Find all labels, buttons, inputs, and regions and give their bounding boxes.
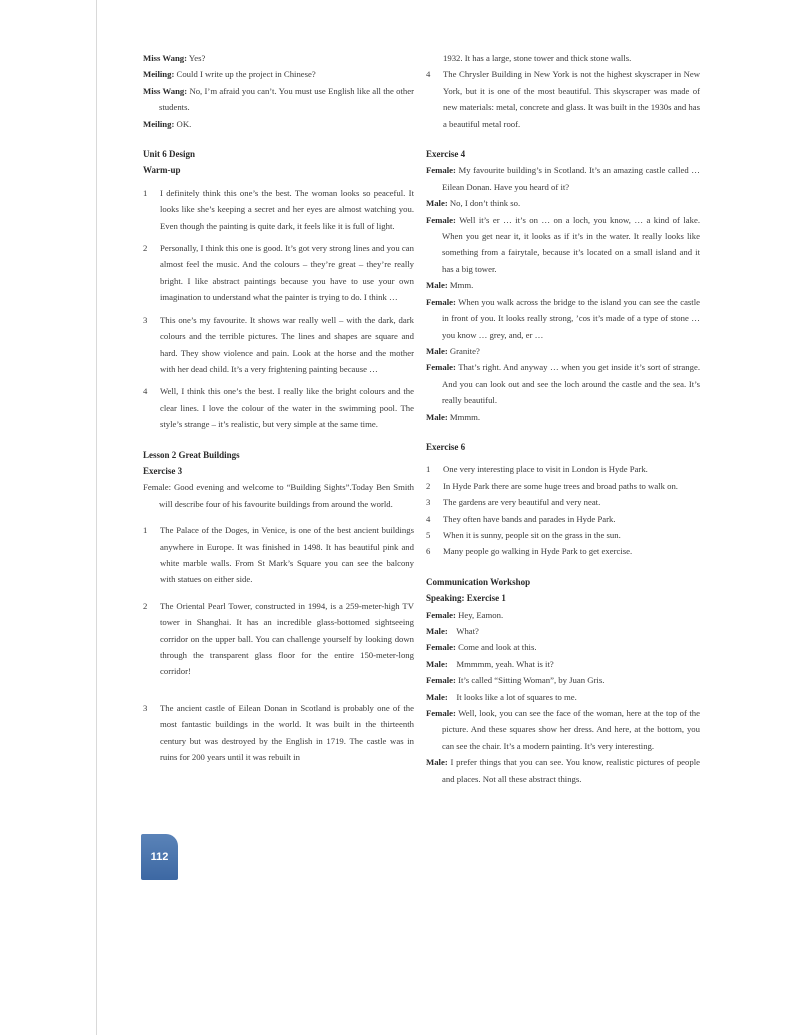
lesson-title: Lesson 2 Great Buildings (143, 449, 240, 460)
dialogue-line (143, 50, 414, 66)
speaker-label: Female: (426, 609, 456, 620)
item-number: 2 (426, 480, 431, 491)
item-number: 5 (426, 529, 431, 540)
dialogue-text: Granite? (447, 345, 480, 356)
item-text: I definitely think this one’s the best. The woman looks so peaceful. It looks like she’s keeping a secret and her eyes are almost watching you. Even though the painting is quite dark, it feels like it is full of light. (160, 187, 414, 231)
dialogue-text: It looks like a lot of squares to me. (447, 691, 577, 702)
list-item (143, 240, 414, 306)
dialogue-text: No, I don’t think so. (447, 198, 521, 209)
item-text: 1932. It has a large, stone tower and thick stone walls. (443, 53, 632, 63)
speaker-label: Female: (426, 362, 456, 373)
speaker-label: Female: (426, 675, 456, 686)
list-item (426, 511, 700, 527)
item-number: 3 (143, 702, 148, 713)
item-text: Personally, I think this one is good. It’s got very strong lines and you can almost feel the music. And the colours – they’re great – they’re really bright. I like abstract paintings because you have to use your own imagination to understand what the painter is trying to do. I think … (160, 243, 414, 303)
item-number: 1 (143, 525, 148, 536)
item-text: The Chrysler Building in New York is not the highest skyscraper in New York, but it is one of the most beautiful. This skyscraper was made of new materials: metal, concrete and glass. It was built in the 1930s and has a beautiful metal roof. (443, 69, 700, 129)
exercise-6-title: Exercise 6 (426, 441, 466, 452)
dialogue-text: Well it’s er … it’s on … on a loch, you know, … a kind of lake. When you get near it, it looks as if it’s in the water. It really looks like something from a fairytale, because it’s located on a small island and it has a big tower. (442, 214, 700, 274)
page-number-tab: 112 (141, 834, 178, 880)
list-item (143, 700, 414, 766)
item-text: This one’s my favourite. It shows war really well – with the dark, dark colours and the terrible pictures. The lines and shapes are square and hard. They show violence and pain. Look at the horse and the mother with her dead child. It’s a very frightening painting because … (160, 314, 414, 374)
dialogue-line (426, 754, 700, 787)
speaker-label: Miss Wang: (143, 53, 188, 63)
dialogue-line (426, 294, 700, 343)
dialogue-text: No, I’m afraid you can’t. You must use English like all the other students. (159, 85, 414, 113)
speaker-label: Male: (426, 658, 448, 669)
list-item (426, 66, 700, 132)
dialogue-line (143, 83, 414, 116)
left-column (143, 50, 414, 765)
item-text: Well, I think this one’s the best. I really like the bright colours and the clear lines. I love the colour of the water in the swimming pool. The style’s strange – it’s realistic, but very simple at the same time. (160, 386, 414, 430)
intro-dialogue (143, 50, 414, 132)
dialogue-text: Mmmm. (447, 411, 481, 422)
item-text: One very interesting place to visit in London is Hyde Park. (443, 464, 648, 475)
dialogue-line (426, 705, 700, 754)
item-text: In Hyde Park there are some huge trees and broad paths to walk on. (443, 480, 678, 491)
dialogue-text: Could I write up the project in Chinese? (174, 69, 316, 80)
dialogue-line (426, 212, 700, 278)
list-item (143, 598, 414, 680)
speaker-label: Male: (426, 757, 448, 768)
speaker-label: Male: (426, 411, 448, 422)
warmup-title: Warm-up (143, 165, 181, 176)
list-item (426, 461, 700, 477)
dialogue-line (426, 607, 700, 623)
item-text: When it is sunny, people sit on the grass in the sun. (443, 529, 621, 540)
list-item (143, 312, 414, 378)
speaker-label: Male: (426, 345, 448, 356)
dialogue-text: When you walk across the bridge to the island you can see the castle in front of you. It looks really strong, ’cos it’s made of a type of stone … you know … grey, and, er … (442, 296, 700, 340)
speaker-label: Female: (426, 642, 456, 653)
item-text: The Palace of the Doges, in Venice, is one of the best ancient buildings anywhere in Europe. It was finished in 1498. It has beautiful pink and white marble walls. From St Mark’s Square you can see the balcony with statues on either side. (160, 525, 414, 585)
list-item (426, 543, 700, 559)
dialogue-text: Yes? (187, 53, 206, 63)
dialogue-line (143, 479, 414, 512)
item-text: They often have bands and parades in Hyde Park. (443, 513, 616, 524)
speaker-label: Miss Wang: (143, 85, 188, 96)
item-number: 3 (426, 497, 431, 508)
dialogue-line (143, 66, 414, 82)
speaker-label: Meiling: (143, 69, 175, 80)
dialogue-line (426, 656, 700, 672)
exercise-6-list (426, 461, 700, 559)
item-number: 1 (426, 464, 431, 475)
exercise-3-list (143, 522, 414, 765)
dialogue-line (426, 689, 700, 705)
warmup-list (143, 185, 414, 433)
list-item (426, 494, 700, 510)
item-number: 4 (143, 386, 148, 397)
dialogue-line (426, 623, 700, 639)
speaking-dialogue (426, 607, 700, 787)
item-text: The ancient castle of Eilean Donan in Scotland is probably one of the most fantastic buildings in the world. It was built in the thirteenth century but was destroyed by the English in 1719. The castle was in ruins for 200 years until it was rebuilt in (160, 702, 414, 763)
item-number: 1 (143, 187, 148, 198)
speaking-exercise-title: Speaking: Exercise 1 (426, 593, 506, 604)
item-number: 2 (143, 243, 148, 254)
speaker-label: Female: (143, 482, 171, 493)
dialogue-text: Mmm. (447, 280, 474, 291)
speaker-label: Female: (426, 214, 456, 225)
item-number: 4 (426, 69, 431, 80)
right-column (426, 50, 700, 787)
speaker-label: Male: (426, 691, 448, 702)
list-item-continuation (426, 50, 700, 66)
dialogue-line (426, 672, 700, 688)
dialogue-text: That’s right. And anyway … when you get inside it’s sort of strange. And you can look out and see the loch around the castle and the sea. It’s really beautiful. (442, 362, 700, 406)
speaker-label: Female: (426, 708, 456, 719)
dialogue-text: Hey, Eamon. (455, 609, 504, 620)
item-number: 3 (143, 314, 148, 325)
exercise-4-title: Exercise 4 (426, 149, 466, 160)
dialogue-line (143, 116, 414, 132)
exercise-3-title: Exercise 3 (143, 465, 183, 476)
dialogue-line (426, 343, 700, 359)
dialogue-text: Come and look at this. (455, 642, 537, 653)
item-text: The gardens are very beautiful and very neat. (443, 497, 601, 508)
speaker-label: Female: (426, 165, 456, 176)
exercise-4-dialogue (426, 162, 700, 425)
dialogue-line (426, 639, 700, 655)
speaker-label: Female: (426, 296, 456, 307)
dialogue-text: Well, look, you can see the face of the woman, here at the top of the picture. And these squares show her dress. And here, at the bottom, you can see the chair. It’s a modern painting. It’s very interesting. (442, 708, 700, 751)
speaker-label: Male: (426, 280, 448, 291)
item-text: The Oriental Pearl Tower, constructed in 1994, is a 259-meter-high TV tower in Shanghai. It has an incredible glass-bottomed sightseeing corridor on the upper ball. You can challenge yourself by looking down through the transparent glass floor for the entire 150-meter-long corridor! (160, 600, 414, 677)
page-spine-line (96, 0, 97, 1035)
item-number: 6 (426, 546, 431, 557)
dialogue-line (426, 359, 700, 408)
speaker-label: Meiling: (143, 118, 175, 129)
list-item (426, 478, 700, 494)
communication-workshop-title: Communication Workshop (426, 576, 531, 587)
dialogue-line (426, 162, 700, 195)
list-item (143, 185, 414, 234)
list-item (143, 383, 414, 432)
dialogue-text: Mmmmm, yeah. What is it? (447, 658, 554, 669)
item-number: 2 (143, 600, 148, 611)
dialogue-line (426, 409, 700, 425)
speaker-label: Male: (426, 198, 448, 209)
dialogue-text: I prefer things that you can see. You know, realistic pictures of people and places. Not all these abstract things. (442, 757, 700, 784)
item-number: 4 (426, 513, 431, 524)
dialogue-text: My favourite building’s in Scotland. It’s an amazing castle called … Eilean Donan. Have you heard of it? (442, 165, 700, 192)
dialogue-text: Good evening and welcome to “Building Sights”.Today Ben Smith will describe four of his favourite buildings from around the world. (159, 482, 414, 509)
dialogue-line (426, 195, 700, 211)
list-item (426, 527, 700, 543)
dialogue-text: OK. (174, 118, 192, 129)
dialogue-text: It’s called “Sitting Woman”, by Juan Gris. (455, 675, 605, 686)
list-item (143, 522, 414, 588)
speaker-label: Male: (426, 626, 448, 636)
dialogue-text: What? (447, 626, 479, 636)
item-text: Many people go walking in Hyde Park to get exercise. (443, 546, 633, 557)
dialogue-line (426, 277, 700, 293)
unit-title: Unit 6 Design (143, 149, 196, 160)
